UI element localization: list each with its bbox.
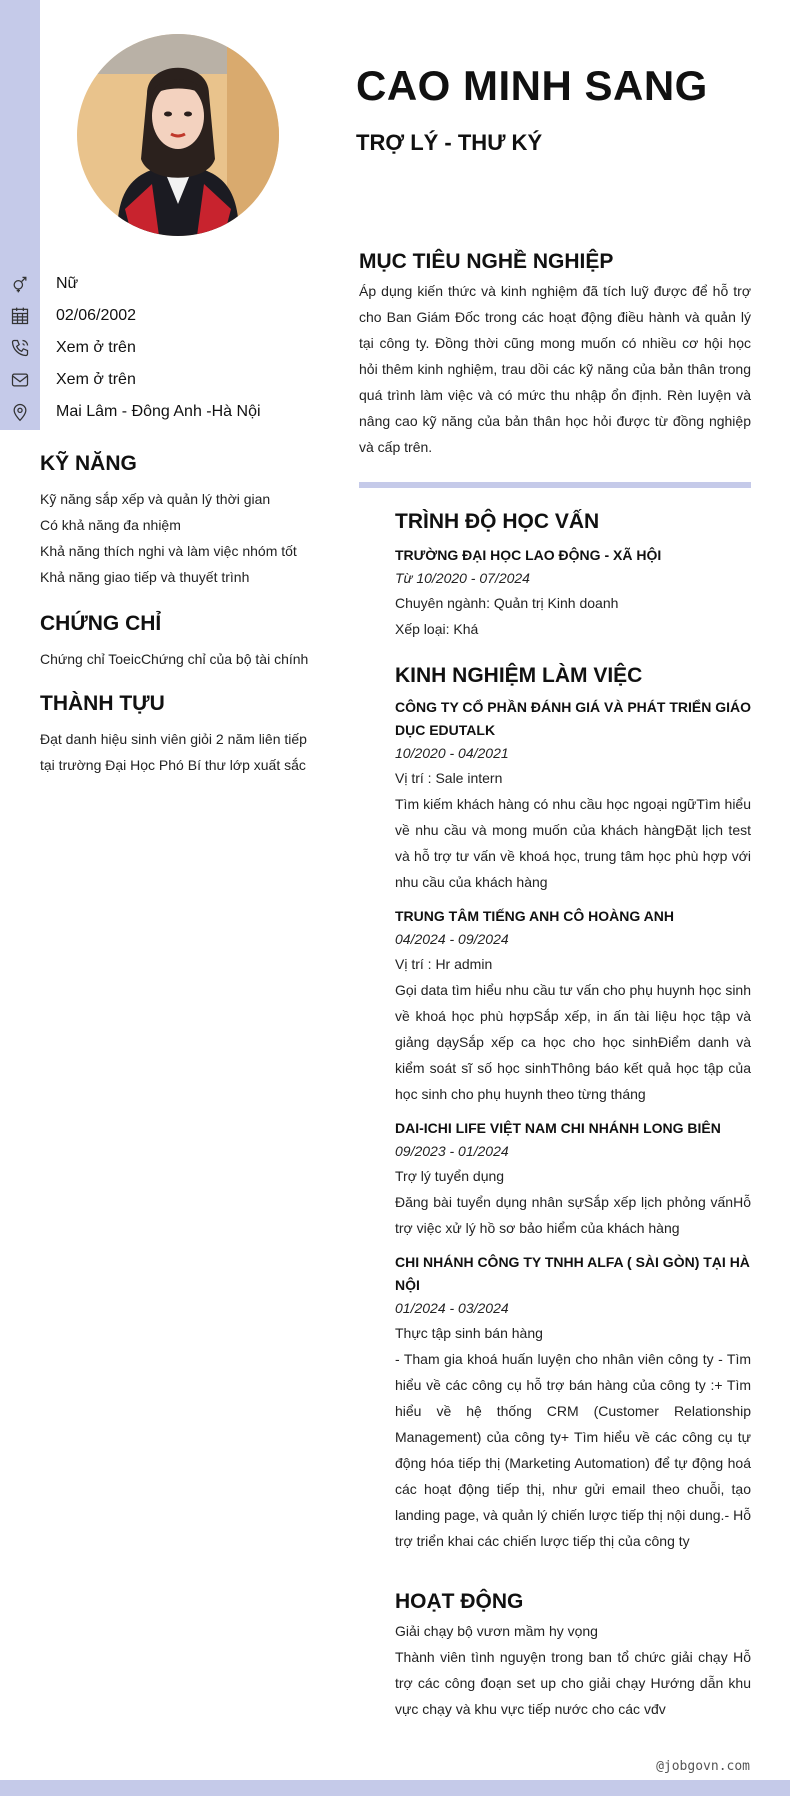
- skills-section: [40, 452, 330, 590]
- objective-text: Áp dụng kiến thức và kinh nghiệm đã tích luỹ được để hỗ trợ cho Ban Giám Đốc trong các hoạt động điều hành và quản lý tại công ty. Đồng thời cũng mong muốn có nhiều cơ hội học hỏi thêm kinh nghiệm, trau dồi các kỹ năng của bản thân trong quá trình làm việc và có mức thu nhập ổn định. Rèn luyện và nâng cao kỹ năng của bản thân học hỏi được từ đồng nghiệp và cấp trên.: [359, 283, 751, 455]
- candidate-name: CAO MINH SANG: [356, 62, 708, 109]
- objective-heading: MỤC TIÊU NGHỀ NGHIỆP: [359, 250, 614, 273]
- job-role: Thực tập sinh bán hàng: [395, 1325, 543, 1341]
- job-description: Gọi data tìm hiểu nhu cầu tư vấn cho phụ huynh học sinh về khoá học phù hợpSắp xếp, in ấn tài liệu học tập và giảng dạySắp xếp ca học cho học sinhĐiểm danh và kiểm soát sĩ số học sinhThông báo kết quả học tập của học sinh cho phụ huynh theo từng tháng: [395, 982, 751, 1102]
- job-description: Tìm kiếm khách hàng có nhu cầu học ngoại ngữTìm hiểu về nhu cầu và mong muốn của khách hàngĐặt lịch test và hỗ trợ tư vấn về khoá học, trung tâm học phù hợp với nhu cầu của khách hàng: [395, 796, 751, 890]
- education-heading: TRÌNH ĐỘ HỌC VẤN: [395, 510, 600, 533]
- gender-icon: [0, 274, 40, 294]
- email-value: Xem ở trên: [56, 371, 136, 388]
- contact-gender: [0, 268, 330, 300]
- phone-value: Xem ở trên: [56, 339, 136, 356]
- contact-address: [0, 396, 330, 428]
- job-entry: [395, 1251, 751, 1554]
- profile-photo: [77, 34, 279, 236]
- job-description: - Tham gia khoá huấn luyện cho nhân viên công ty - Tìm hiểu về các công cụ hỗ trợ bán hàng của công ty :+ Tìm hiểu về hệ thống CRM (Customer Relationship Management) của công ty+ Tìm hiểu về các công cụ tự động hóa tiếp thị (Marketing Automation) để tự động hoá các hoạt động tiếp thị, như gửi email theo chuỗi, tạo landing page, và quản lý chiến lược tiếp thị nội dung.- Hỗ trợ triển khai các chiến lược tiếp thị của công ty: [395, 1351, 751, 1549]
- job-role: Vị trí : Sale intern: [395, 770, 503, 786]
- certificates-heading: CHỨNG CHỈ: [40, 612, 162, 635]
- job-role: Vị trí : Hr admin: [395, 956, 493, 972]
- achievements-text: Đạt danh hiệu sinh viên giỏi 2 năm liên tiếp tại trường Đại Học Phó Bí thư lớp xuất sắc: [40, 731, 307, 773]
- job-period: 10/2020 - 04/2021: [395, 745, 509, 761]
- skill-item: Khả năng giao tiếp và thuyết trình: [40, 569, 250, 585]
- education-period: Từ 10/2020 - 07/2024: [395, 570, 530, 586]
- certificates-text: Chứng chỉ ToeicChứng chỉ của bộ tài chính: [40, 651, 309, 667]
- job-period: 04/2024 - 09/2024: [395, 931, 509, 947]
- gender-value: Nữ: [56, 275, 79, 292]
- activity-name: Giải chạy bộ vươn mầm hy vọng: [395, 1623, 598, 1639]
- job-company: TRUNG TÂM TIẾNG ANH CÔ HOÀNG ANH: [395, 908, 674, 924]
- education-major: Chuyên ngành: Quản trị Kinh doanh: [395, 595, 619, 611]
- skill-item: Có khả năng đa nhiệm: [40, 517, 181, 533]
- job-entry: [395, 1117, 751, 1241]
- job-company: CHI NHÁNH CÔNG TY TNHH ALFA ( SÀI GÒN) TẠI HÀ NỘI: [395, 1254, 750, 1293]
- skill-item: Khả năng thích nghi và làm việc nhóm tốt: [40, 543, 297, 559]
- objective-section: [359, 250, 751, 460]
- job-entry: [395, 905, 751, 1107]
- calendar-icon: [0, 306, 40, 326]
- education-section: [395, 510, 751, 642]
- activities-section: [395, 1590, 751, 1722]
- email-icon: [0, 370, 40, 390]
- contact-list: [0, 268, 330, 428]
- phone-icon: [0, 338, 40, 358]
- job-role: Trợ lý tuyển dụng: [395, 1168, 505, 1184]
- activities-heading: HOẠT ĐỘNG: [395, 1590, 524, 1613]
- job-company: DAI-ICHI LIFE VIỆT NAM CHI NHÁNH LONG BIÊN: [395, 1120, 721, 1136]
- candidate-position: TRỢ LÝ - THƯ KÝ: [356, 130, 543, 155]
- contact-email: [0, 364, 330, 396]
- contact-phone: [0, 332, 330, 364]
- skills-heading: KỸ NĂNG: [40, 452, 137, 475]
- job-company: CÔNG TY CỔ PHẦN ĐÁNH GIÁ VÀ PHÁT TRIỂN GIÁO DỤC EDUTALK: [395, 699, 751, 738]
- achievements-heading: THÀNH TỰU: [40, 692, 165, 715]
- contact-birthdate: [0, 300, 330, 332]
- watermark-text: @jobgovn.com: [656, 1759, 750, 1774]
- experience-section: [395, 664, 751, 1564]
- address-value: Mai Lâm - Đông Anh -Hà Nội: [56, 403, 261, 420]
- skill-item: Kỹ năng sắp xếp và quản lý thời gian: [40, 491, 271, 507]
- education-school: TRƯỜNG ĐẠI HỌC LAO ĐỘNG - XÃ HỘI: [395, 547, 662, 563]
- education-grade: Xếp loại: Khá: [395, 621, 479, 637]
- job-description: Đăng bài tuyển dụng nhân sựSắp xếp lịch phỏng vấnHỗ trợ việc xử lý hồ sơ bảo hiểm của khách hàng: [395, 1194, 751, 1236]
- certificates-section: [40, 612, 330, 672]
- experience-heading: KINH NGHIỆM LÀM VIỆC: [395, 664, 643, 687]
- bottom-accent-band: [0, 1780, 790, 1796]
- achievements-section: [40, 692, 325, 778]
- job-period: 09/2023 - 01/2024: [395, 1143, 509, 1159]
- job-entry: [395, 696, 751, 895]
- activity-description: Thành viên tình nguyện trong ban tổ chức giải chạy Hỗ trợ các công đoạn set up cho giải chạy Hướng dẫn khu vực chạy và khu vực tiếp nước cho các vđv: [395, 1649, 751, 1717]
- location-icon: [0, 402, 40, 422]
- section-divider: [359, 482, 751, 488]
- birthdate-value: 02/06/2002: [56, 307, 137, 324]
- job-period: 01/2024 - 03/2024: [395, 1300, 509, 1316]
